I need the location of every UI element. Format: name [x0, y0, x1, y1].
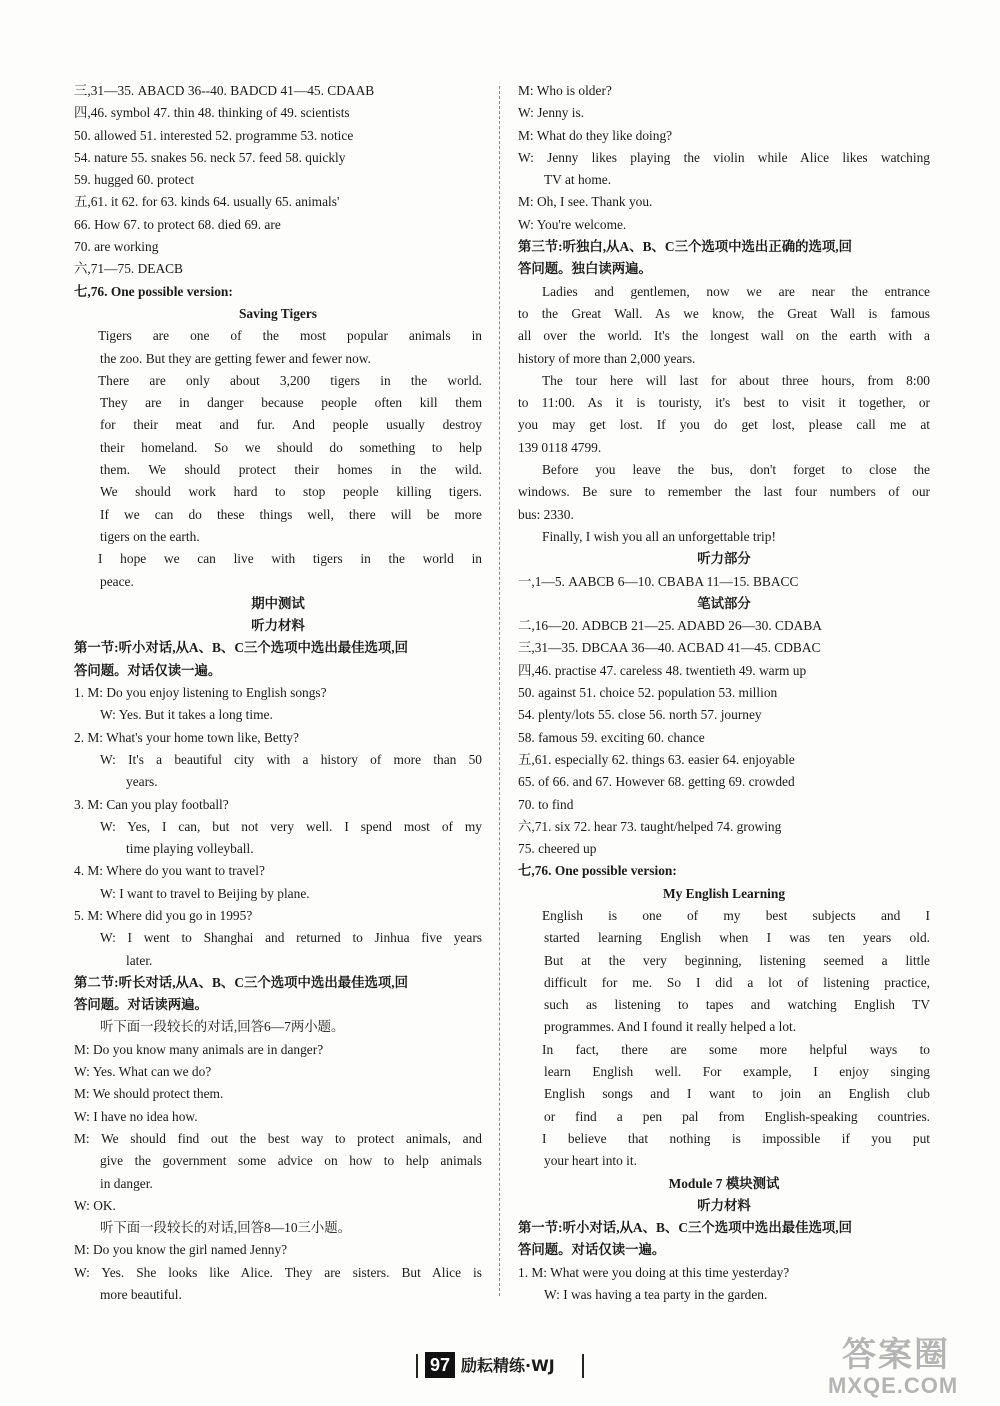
text-line: W: Jenny likes playing the violin while Alice likes watching [518, 149, 930, 165]
text-line: 答问题。对话仅读一遍。 [518, 1242, 666, 1258]
text-line: W: You're welcome. [518, 216, 627, 232]
text-line: My English Learning [662, 885, 786, 901]
text-line: W: Jenny is. [518, 105, 585, 121]
right-column [518, 80, 930, 1306]
text-line: W: I have no idea how. [74, 1108, 198, 1124]
text-line: English is one of my best subjects and I [542, 907, 930, 923]
text-line: 答问题。对话仅读一遍。 [74, 662, 222, 678]
text-line: W: Yes. She looks like Alice. They are sisters. But Alice is [74, 1264, 482, 1280]
text-line: to the Great Wall. As we know, the Great Wall is famous [518, 305, 930, 321]
text-line: 第一节:听小对话,从A、B、C三个选项中选出最佳选项,回 [74, 640, 409, 656]
text-line: W: I want to travel to Beijing by plane. [100, 885, 310, 901]
text-line: to 11:00. As it is touristy, it's best to visit it together, or [518, 395, 930, 411]
text-line: 七,76. One possible version: [74, 283, 233, 299]
text-line: Saving Tigers [238, 305, 317, 321]
text-line: 三,31—35. ABACD 36--40. BADCD 41—45. CDAAB [74, 83, 375, 98]
text-line: started learning English when I was ten years old. [544, 930, 930, 946]
text-line: difficult for me. So I did a lot of listening practice, [544, 974, 930, 990]
text-line: later. [126, 952, 153, 968]
text-line: give the government some advice on how to help animals [100, 1153, 482, 1169]
text-line: M: Who is older? [518, 83, 612, 98]
text-line: The tour here will last for about three hours, from 8:00 [542, 372, 930, 388]
text-line: 2. M: What's your home town like, Betty? [74, 729, 299, 745]
text-line: 答问题。独白读两遍。 [518, 261, 652, 277]
text-line: 5. M: Where did you go in 1995? [74, 907, 253, 923]
text-line: 三,31—35. DBCAA 36—40. ACBAD 41—45. CDBAC [518, 640, 821, 656]
text-line: 75. cheered up [518, 841, 597, 857]
text-line: 66. How 67. to protect 68. died 69. are [74, 216, 281, 232]
text-line: 54. nature 55. snakes 56. neck 57. feed 58. quickly [74, 149, 346, 165]
text-line: learn English well. For example, I enjoy singing [544, 1064, 930, 1080]
text-line: 六,71. six 72. hear 73. taught/helped 74. growing [518, 818, 782, 834]
text-line: tigers on the earth. [100, 528, 200, 544]
footer-bar-left [416, 1354, 418, 1378]
text-line: Before you leave the bus, don't forget to close the [542, 462, 930, 478]
text-line: more beautiful. [100, 1287, 182, 1303]
text-line: 50. against 51. choice 52. population 53. million [518, 685, 778, 701]
text-line: 听下面一段较长的对话,回答6—7两小题。 [100, 1019, 345, 1035]
text-line: you may get lost. If you do get lost, please call me at [518, 417, 930, 433]
brand-label: 励耘精练·WJ [461, 1356, 555, 1375]
text-line: But at the very beginning, listening seemed a little [544, 952, 930, 968]
text-line: windows. Be sure to remember the last four numbers of our [518, 484, 930, 500]
text-line: In fact, there are some more helpful ways to [542, 1041, 930, 1057]
text-line: Ladies and gentlemen, now we are near the entrance [542, 283, 930, 299]
text-line: the zoo. But they are getting fewer and fewer now. [100, 350, 371, 366]
text-line: or find a pen pal from English-speaking countries. [544, 1108, 930, 1124]
text-line: English songs and I want to join an English club [544, 1086, 930, 1102]
text-line: your heart into it. [544, 1153, 637, 1169]
text-line: in danger. [100, 1175, 153, 1191]
footer-bar-right [582, 1354, 584, 1378]
text-line: 3. M: Can you play football? [74, 796, 229, 812]
text-line: W: Yes. But it takes a long time. [100, 707, 273, 723]
text-line: M: Do you know the girl named Jenny? [74, 1242, 288, 1258]
text-line: They are in danger because people often kill them [100, 395, 482, 411]
watermark-site: MXQE.COM [828, 1373, 959, 1398]
text-line: 65. of 66. and 67. However 68. getting 69. crowded [518, 774, 795, 790]
text-line: time playing volleyball. [126, 841, 254, 857]
text-line: I believe that nothing is impossible if you put [542, 1130, 930, 1146]
text-line: 期中测试 [251, 595, 305, 611]
text-line: W: OK. [74, 1197, 116, 1213]
text-line: There are only about 3,200 tigers in the world. [98, 372, 482, 388]
text-line: peace. [100, 573, 134, 589]
text-line: 139 0118 4799. [518, 439, 602, 455]
text-line: 四,46. symbol 47. thin 48. thinking of 49. scientists [74, 105, 350, 121]
text-line: 答问题。对话读两遍。 [74, 997, 208, 1013]
text-line: 59. hugged 60. protect [74, 172, 195, 188]
text-line: 四,46. practise 47. careless 48. twentieth 49. warm up [518, 662, 807, 678]
text-line: 1. M: What were you doing at this time yesterday? [518, 1264, 790, 1280]
watermark [820, 1336, 990, 1402]
text-line: If we can do these things well, there will be more [100, 506, 482, 522]
text-line: 50. allowed 51. interested 52. programme 53. notice [74, 127, 354, 143]
text-line: 第三节:听独白,从A、B、C三个选项中选出正确的选项,回 [518, 239, 853, 255]
text-line: 70. to find [518, 796, 574, 812]
text-line: programmes. And I found it really helped a lot. [544, 1019, 797, 1035]
text-line: 七,76. One possible version: [518, 863, 677, 879]
text-line: Tigers are one of the most popular animals in [98, 328, 482, 344]
text-line: 54. plenty/lots 55. close 56. north 57. journey [518, 707, 762, 723]
text-line: M: Oh, I see. Thank you. [518, 194, 653, 210]
text-line: W: I went to Shanghai and returned to Jinhua five years [100, 930, 482, 946]
text-line: M: What do they like doing? [518, 127, 673, 143]
text-line: 4. M: Where do you want to travel? [74, 863, 265, 879]
left-column [74, 80, 482, 1306]
text-line: 五,61. it 62. for 63. kinds 64. usually 65. animals' [74, 194, 340, 210]
text-line: TV at home. [544, 172, 612, 188]
text-line: 笔试部分 [697, 595, 751, 611]
text-line: 一,1—5. AABCB 6—10. CBABA 11—15. BBACC [518, 573, 799, 589]
text-line: 58. famous 59. exciting 60. chance [518, 729, 705, 745]
text-line: history of more than 2,000 years. [518, 350, 696, 366]
text-line: 听下面一段较长的对话,回答8—10三小题。 [100, 1220, 352, 1236]
text-line: 70. are working [74, 239, 159, 255]
text-line: years. [126, 774, 158, 790]
text-line: W: Yes, I can, but not very well. I spend most of my [100, 818, 482, 834]
text-line: Finally, I wish you all an unforgettable trip! [542, 528, 776, 544]
text-line: M: We should find out the best way to protect animals, and [74, 1130, 482, 1146]
text-line: for their meat and fur. And people usually destroy [100, 417, 482, 433]
text-line: 听力材料 [251, 618, 305, 634]
text-line: them. We should protect their homes in the wild. [100, 462, 482, 478]
text-line: 第二节:听长对话,从A、B、C三个选项中选出最佳选项,回 [74, 974, 409, 990]
text-line: such as listening to tapes and watching English TV [544, 997, 930, 1013]
text-line: I hope we can live with tigers in the world in [98, 551, 482, 567]
text-line: 第一节:听小对话,从A、B、C三个选项中选出最佳选项,回 [518, 1220, 853, 1236]
text-line: 听力材料 [697, 1197, 751, 1213]
text-line: W: Yes. What can we do? [74, 1064, 212, 1080]
text-line: all over the world. It's the longest wall on the earth with a [518, 328, 930, 344]
text-line: their homeland. So we should do something to help [100, 439, 482, 455]
text-line: bus: 2330. [518, 506, 574, 522]
text-line: Module 7 模块测试 [668, 1175, 780, 1191]
text-line: 听力部分 [697, 551, 751, 567]
text-line: 六,71—75. DEACB [74, 261, 183, 277]
text-line: We should work hard to stop people killing tigers. [100, 484, 482, 500]
text-line: M: We should protect them. [74, 1086, 224, 1102]
text-line: M: Do you know many animals are in danger? [74, 1041, 324, 1057]
watermark-logo-text: 答案圈 [842, 1335, 950, 1375]
text-line: 二,16—20. ADBCB 21—25. ADABD 26—30. CDABA [518, 618, 822, 634]
text-line: W: It's a beautiful city with a history of more than 50 [100, 751, 482, 767]
page-number: 97 [425, 1352, 455, 1378]
text-line: 五,61. especially 62. things 63. easier 64. enjoyable [518, 751, 795, 767]
text-line: W: I was having a tea party in the garden. [544, 1287, 768, 1303]
column-divider [499, 86, 500, 1296]
text-line: 1. M: Do you enjoy listening to English songs? [74, 685, 327, 701]
